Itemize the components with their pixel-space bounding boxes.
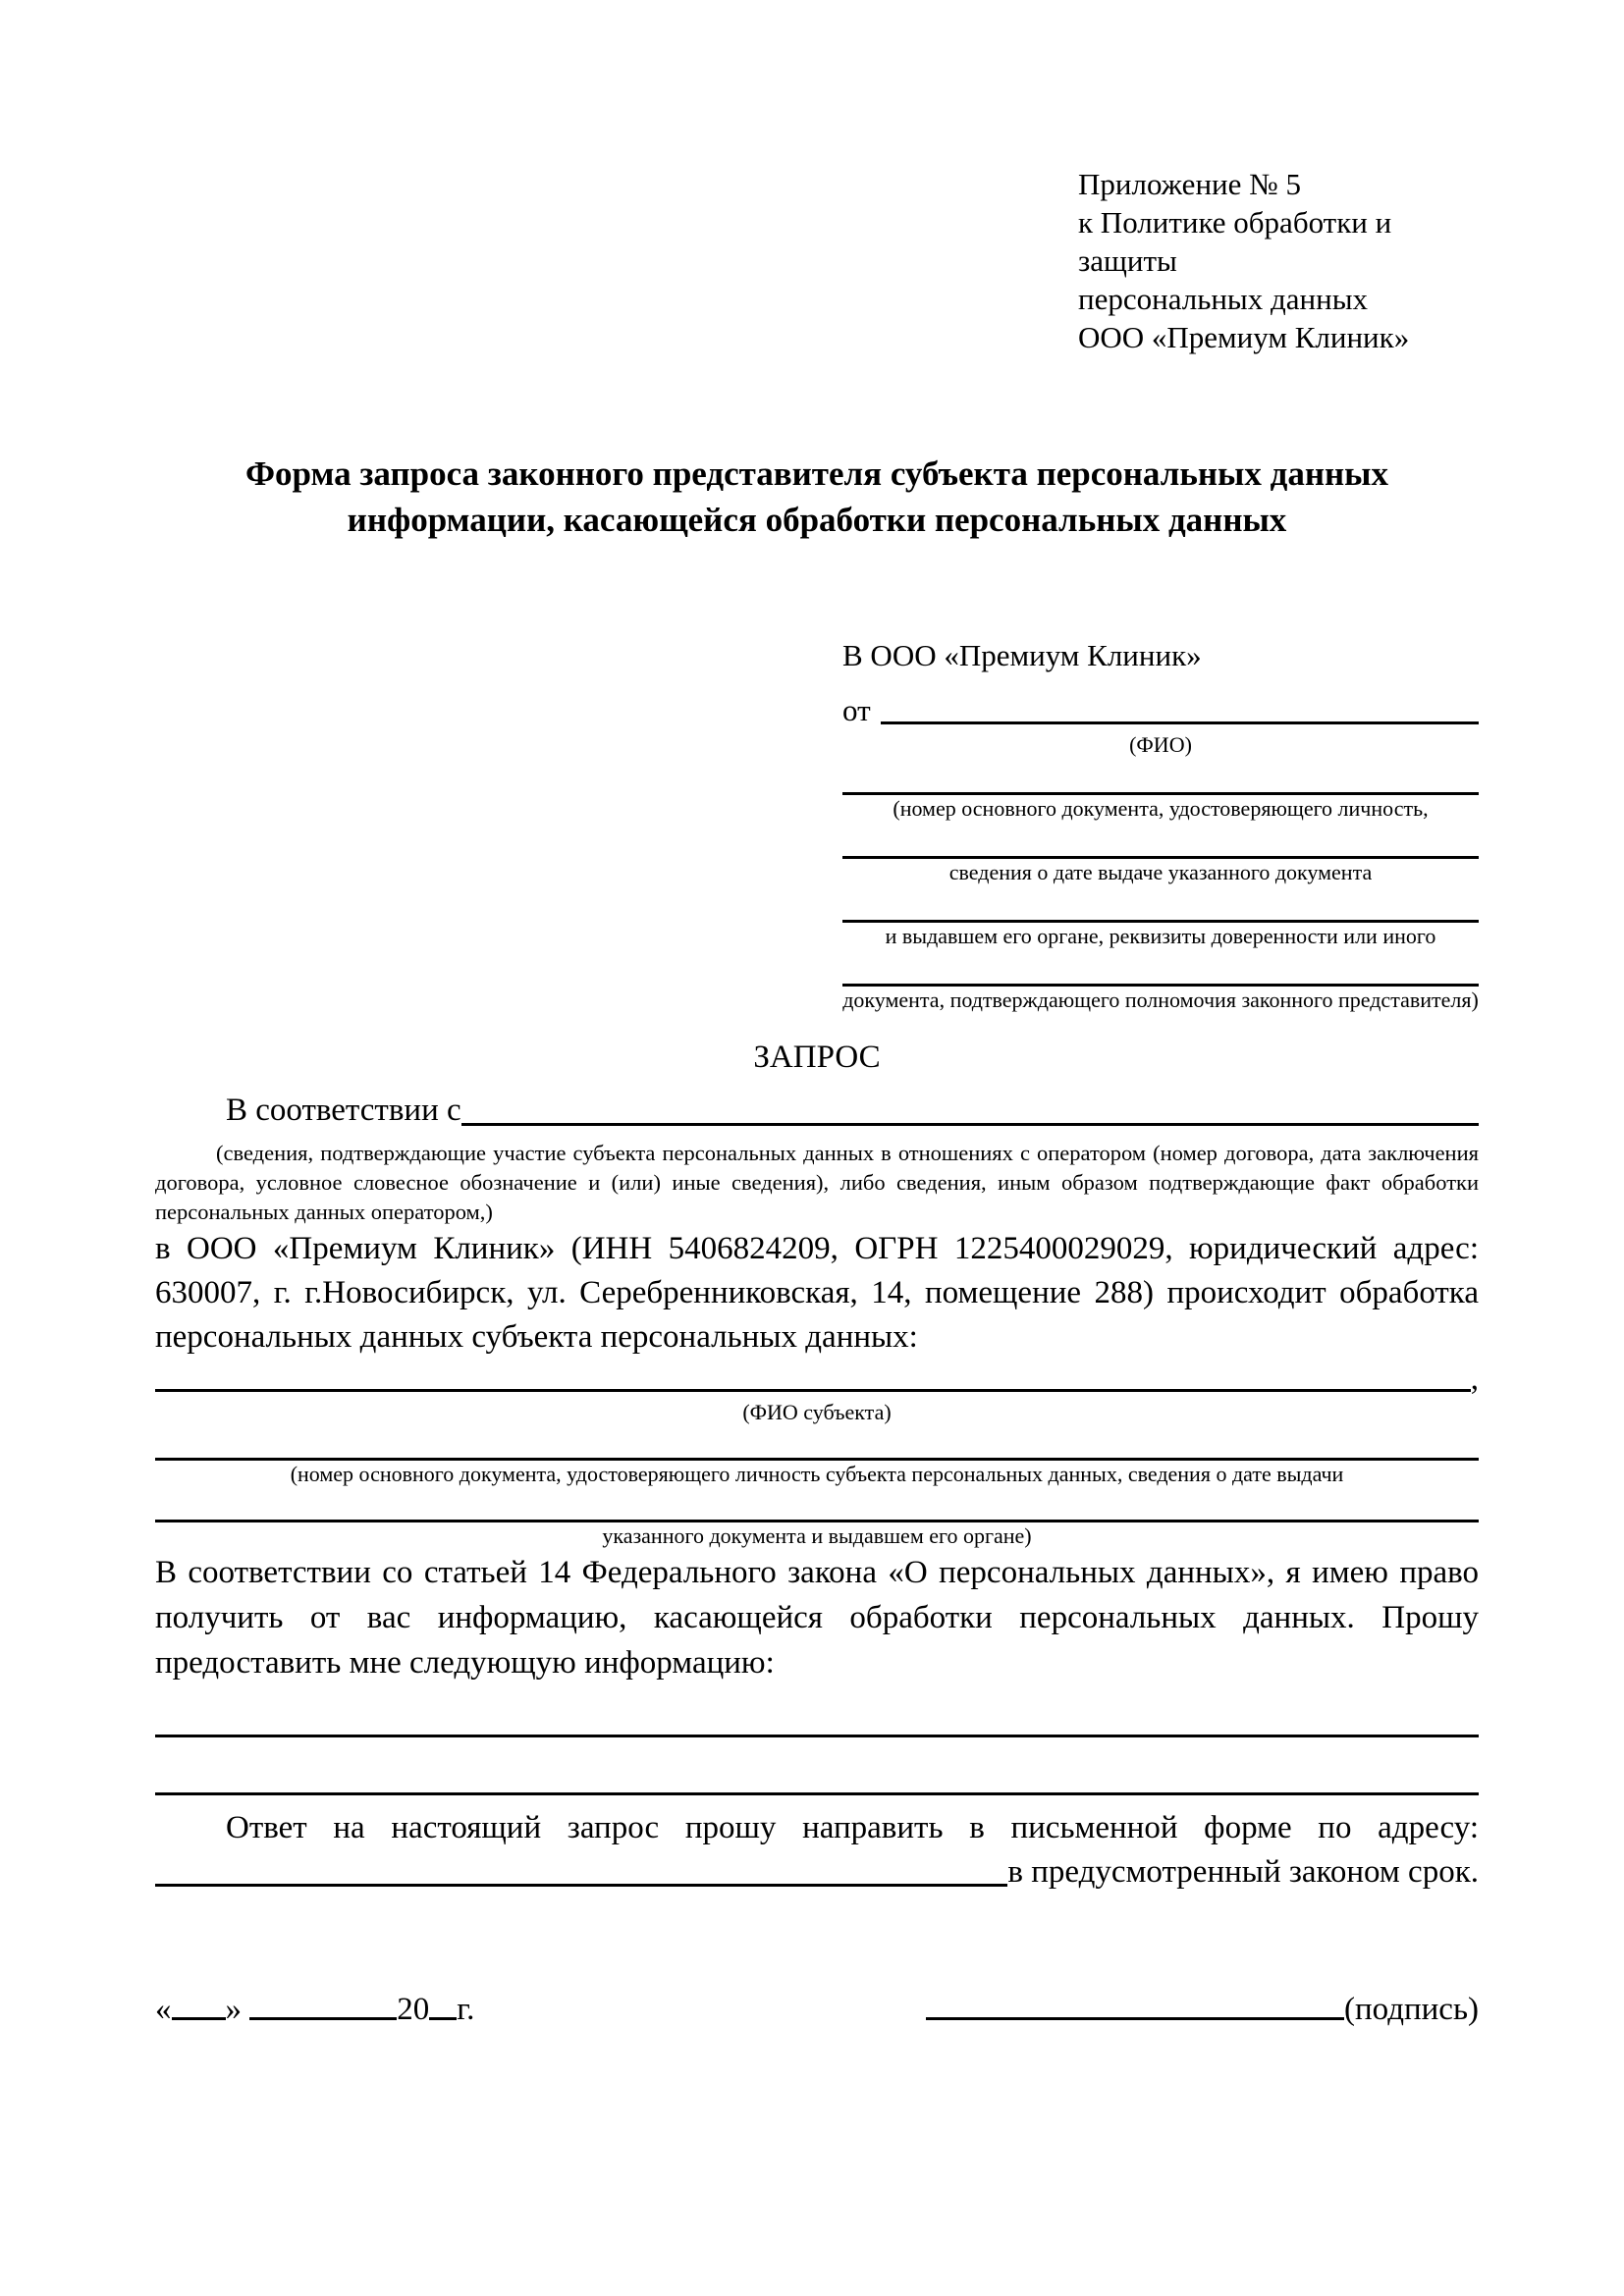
subject-fio-row [155,1360,1479,1399]
blank-line-issue-date [842,823,1479,859]
date-month-blank [249,1988,397,2020]
date-quote-close: » [225,1992,242,2027]
from-row [842,690,1479,731]
blank-line-authority-document [842,950,1479,987]
subject-doc-group [155,1426,1479,1488]
subject-fio-blank-line [155,1389,1471,1392]
subject-doc-blank-line-2 [155,1488,1479,1522]
recipient-to: В ООО «Премиум Клиник» [842,638,1202,672]
caption-subject-doc-1: (номер основного документа, удостоверяющего личность субъекта персональных данных, сведения о дате выдачи [290,1462,1344,1486]
subject-fio-comma: , [1470,1362,1479,1397]
accordance-note [155,1139,1479,1227]
annex-block [1078,165,1479,356]
caption-authority-document: документа, подтверждающего полномочия законного представителя) [842,988,1479,1012]
signature-blank-line [926,1988,1344,2020]
date-year-blank [429,1988,457,2020]
recipient-blank-group [842,950,1479,1014]
document-content [155,0,1479,2031]
accordance-blank-line [461,1123,1479,1126]
operator-paragraph: в ООО «Премиум Клиник» (ИНН 5406824209, ОГРН 1225400029029, юридический адрес: 630007, г. г.Новосибирск, ул. Серебренниковская, 14, помещение 288) происходит обработка персональных данных субъекта персональных данных: [155,1231,1479,1355]
from-blank-line [881,721,1479,724]
reply-address-row [155,1850,1479,1894]
caption-issuing-authority: и выдавшем его органе, реквизиты доверенности или иного [885,924,1436,948]
recipient-blank-group [842,886,1479,950]
caption-subject-fio: (ФИО субъекта) [742,1400,892,1424]
subject-doc-blank-line-1 [155,1426,1479,1461]
accordance-note-text: (сведения, подтверждающие участие субъекта персональных данных в отношениях с оператором (номер договора, дата заключения договора, условное словесное обозначение и (или) иные сведения), либо сведения, иным образом подтверждающие факт обработки персональных данных оператором,) [155,1141,1479,1224]
caption-subject-doc-2: указанного документа и выдавшем его органе) [602,1523,1032,1548]
accordance-row [155,1088,1479,1133]
form-title [155,451,1479,543]
date-field [155,1988,474,2031]
info-blank-line-2 [155,1792,1479,1795]
request-heading: ЗАПРОС [753,1040,881,1075]
accordance-label: В соответствии с [226,1093,461,1128]
blank-line-issuing-authority [842,886,1479,923]
caption-issue-date: сведения о дате выдаче указанного документа [948,860,1373,884]
annex-line: Приложение № 5 [1078,167,1301,201]
law-paragraph: В соответствии со статьей 14 Федерального закона «О персональных данных», я имею право получить от вас информацию, касающейся обработки персональных данных. Прошу предоставить мне следующую информацию: [155,1555,1479,1681]
info-blank-line-1 [155,1735,1479,1737]
date-quote-open: « [155,1992,172,2027]
signature-caption: (подпись) [1344,1992,1479,2027]
date-year-suffix: г. [457,1992,475,2027]
annex-line: персональных данных [1078,282,1369,316]
date-year-prefix: 20 [397,1992,430,2027]
form-title-line-2: информации, касающейся обработки персональных данных [347,501,1287,539]
reply-address-blank-line [155,1884,1007,1887]
recipient-blank-group [842,759,1479,823]
subject-doc-group [155,1488,1479,1550]
annex-line: ООО «Премиум Клиник» [1078,320,1410,354]
recipient-block [842,633,1479,1014]
recipient-blank-group [842,823,1479,886]
blank-line-document-number [842,759,1479,795]
signature-field [926,1988,1479,2031]
caption-document-number: (номер основного документа, удостоверяющего личность, [893,796,1429,821]
date-day-blank [172,1988,226,2020]
reply-paragraph: Ответ на настоящий запрос прошу направить в письменной форме по адресу: [226,1810,1479,1845]
from-label: от [842,693,871,727]
annex-line: к Политике обработки и защиты [1078,205,1392,278]
caption-fio: (ФИО) [1129,732,1192,757]
form-title-line-1: Форма запроса законного представителя субъекта персональных данных [245,454,1388,493]
signature-row [155,1988,1479,2031]
reply-tail: в предусмотренный законом срок. [1007,1854,1479,1890]
